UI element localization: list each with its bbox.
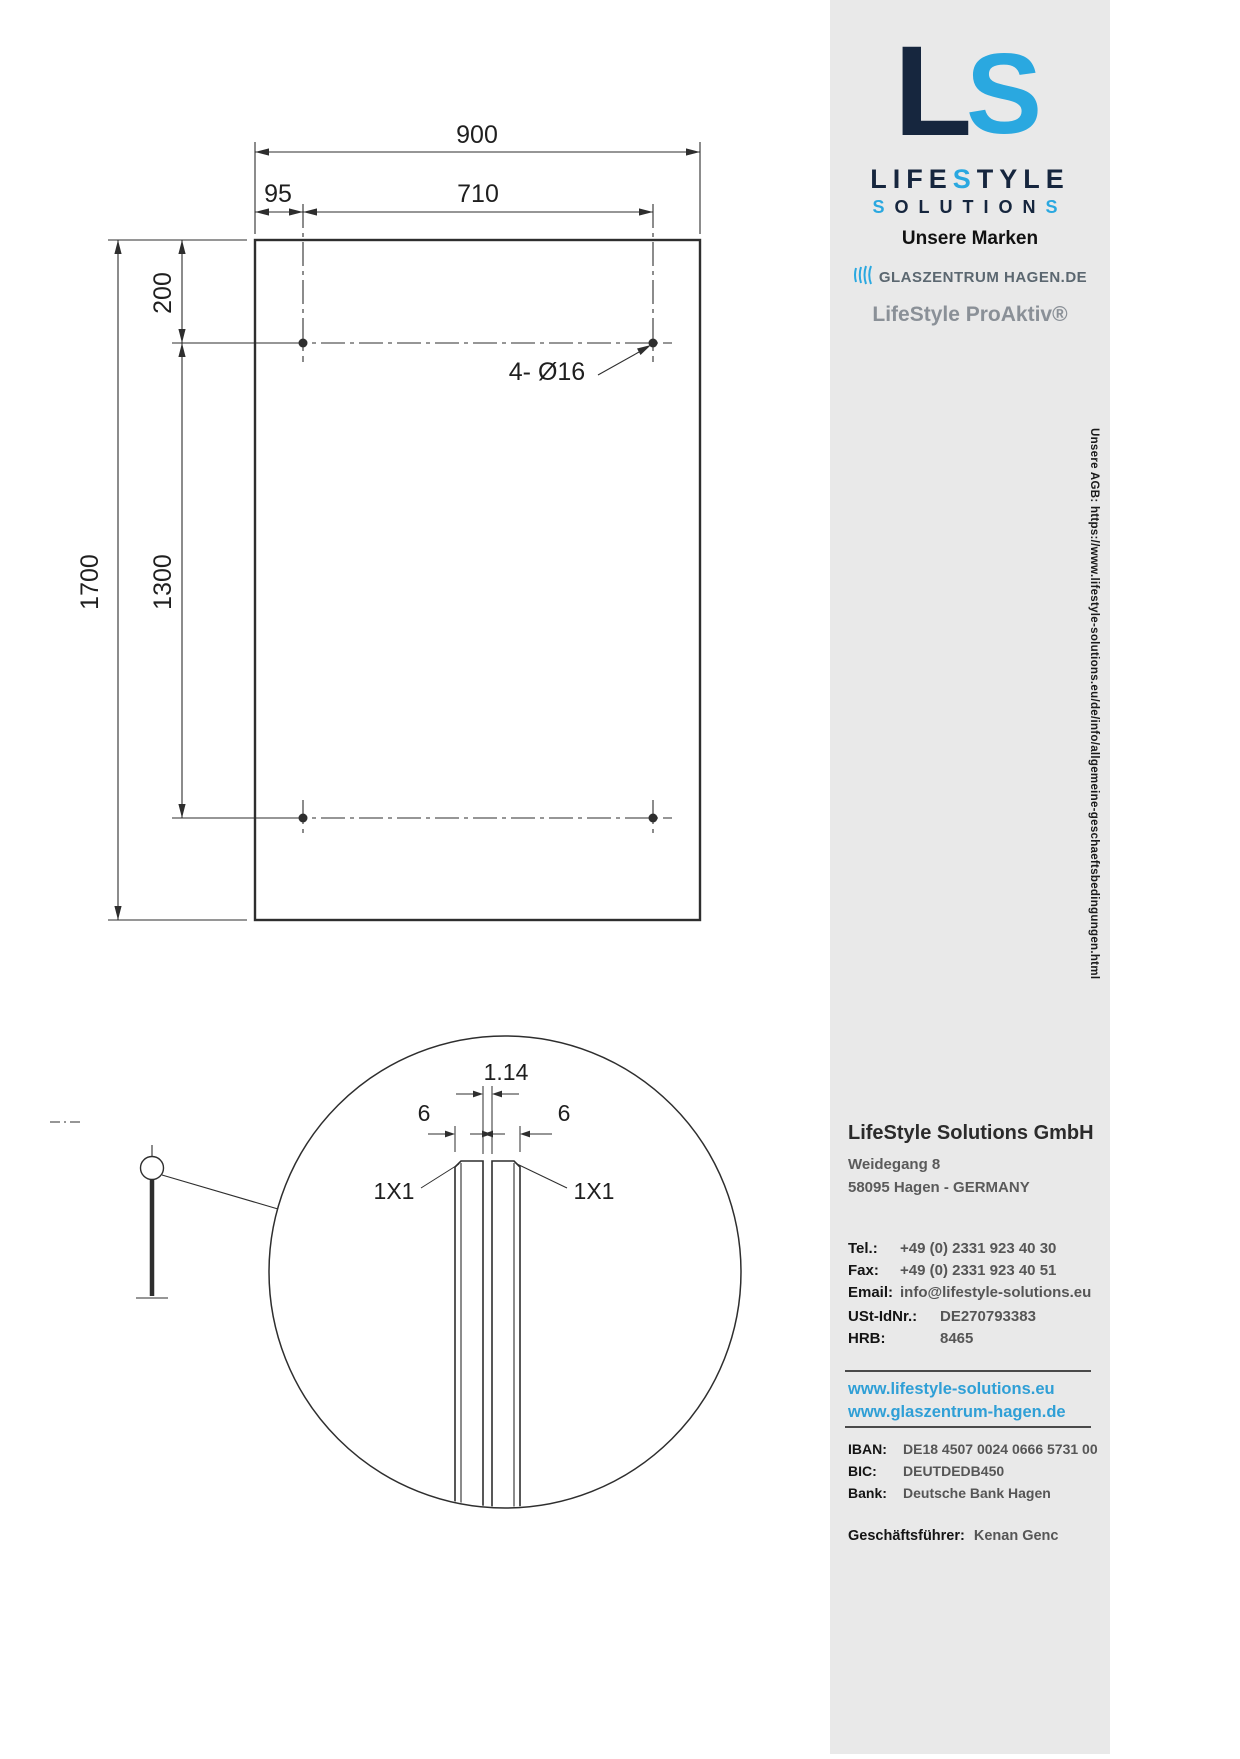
company-address-block: [848, 1122, 1096, 1199]
ust-value: DE270793383: [940, 1308, 1036, 1325]
websites-block: [848, 1378, 1066, 1424]
panel-center-lines: [283, 204, 672, 836]
hrb-label: HRB:: [848, 1330, 886, 1347]
chamfer-left-label: 1X1: [373, 1178, 415, 1204]
detail-leader: [162, 1175, 278, 1209]
iban-label: IBAN:: [848, 1441, 887, 1457]
brands-section: [830, 228, 1110, 327]
management-name: Kenan Genc: [973, 1528, 1059, 1544]
website-glaszentrum: www.glaszentrum-hagen.de: [848, 1403, 1066, 1421]
glaszentrum-icon: [853, 264, 873, 291]
tax-block: [848, 1306, 1098, 1350]
lifestyle-logo: [830, 20, 1110, 218]
iban-row: [848, 1438, 1098, 1460]
company-name: LifeStyle Solutions GmbH: [848, 1122, 1094, 1144]
logo-wordmark-lifestyle: [830, 164, 1110, 195]
ust-row: [848, 1306, 1098, 1328]
dim-hole-spacing-v-label: 1300: [149, 554, 177, 610]
detail-bubble: [141, 1157, 164, 1180]
panel-extension-lines: [108, 142, 700, 920]
company-sidebar: [830, 0, 1110, 1754]
monogram-l: L: [894, 20, 973, 163]
detail-extension-lines: [455, 1086, 520, 1154]
contact-tel-row: [848, 1238, 1098, 1260]
management-block: [848, 1528, 1058, 1544]
lifestyle-monogram-icon: [880, 20, 1060, 163]
dim-left-thickness-label: 6: [417, 1100, 431, 1126]
dim-hole-spacing-h-label: 710: [457, 180, 499, 208]
fax-value: +49 (0) 2331 923 40 51: [900, 1262, 1057, 1279]
holes-callout-label: 4- Ø16: [508, 358, 586, 386]
agb-vertical-text: Unsere AGB: https://www.lifestyle-solutions.eu/de/info/allgemeine-geschaeftsbedingungen.html: [1088, 428, 1100, 980]
panel-view: [108, 142, 700, 920]
tel-label: Tel.:: [848, 1240, 878, 1257]
dim-total-width-label: 900: [456, 121, 498, 149]
bank-value: Deutsche Bank Hagen: [903, 1485, 1051, 1501]
dim-right-thickness-label: 6: [557, 1100, 571, 1126]
brand-proaktiv-label: LifeStyle ProAktiv®: [872, 303, 1068, 326]
website-lifestyle: www.lifestyle-solutions.eu: [848, 1380, 1055, 1398]
mounting-holes: [299, 339, 658, 823]
logo-word1-part2: TYLE: [976, 164, 1070, 194]
panel-dimension-lines: [118, 152, 700, 920]
bank-block: [848, 1438, 1098, 1504]
dim-gap-label: 1.14: [483, 1059, 529, 1085]
logo-word1-s: S: [952, 164, 977, 194]
dim-edge-offset-label: 95: [264, 180, 292, 208]
brand-glaszentrum: [830, 264, 1110, 291]
email-label: Email:: [848, 1284, 894, 1301]
detail-labels: [374, 1059, 615, 1204]
divider-top: [845, 1370, 1091, 1372]
management-label: Geschäftsführer:: [848, 1528, 965, 1544]
bic-row: [848, 1460, 1098, 1482]
dim-total-height-label: 1700: [76, 554, 104, 610]
panel-dimension-labels: [76, 121, 585, 610]
detail-circle: [269, 1036, 741, 1508]
detail-dimension-lines: [421, 1094, 567, 1188]
chamfer-right-label: 1X1: [573, 1178, 615, 1204]
brands-heading: Unsere Marken: [901, 228, 1039, 249]
fax-label: Fax:: [848, 1262, 879, 1279]
email-value: info@lifestyle-solutions.eu: [900, 1284, 1092, 1301]
brand-glaszentrum-label: GLASZENTRUM HAGEN.DE: [878, 269, 1088, 286]
logo-wordmark-solutions: [830, 197, 1110, 218]
dim-top-offset-label: 200: [149, 272, 177, 314]
side-elevation: [136, 1145, 278, 1298]
logo-word2-mid: OLUTION: [894, 197, 1046, 217]
bank-row: [848, 1482, 1098, 1504]
logo-word2-s1: S: [872, 197, 895, 217]
bic-label: BIC:: [848, 1463, 877, 1479]
logo-word1-part1: LIFE: [870, 164, 953, 194]
detail-arrowheads: [445, 1091, 530, 1138]
monogram-s: S: [966, 31, 1043, 158]
bank-label: Bank:: [848, 1485, 887, 1501]
hrb-value: 8465: [940, 1330, 974, 1347]
hrb-row: [848, 1328, 1098, 1350]
glass-edge-profiles: [455, 1161, 520, 1512]
contact-block: [848, 1238, 1098, 1304]
tel-value: +49 (0) 2331 923 40 30: [900, 1240, 1057, 1257]
company-street: Weidegang 8: [848, 1156, 941, 1173]
detail-view: [50, 1036, 741, 1512]
ust-label: USt-IdNr.:: [848, 1308, 918, 1325]
iban-value: DE18 4507 0024 0666 5731 00: [903, 1441, 1098, 1457]
contact-email-row: [848, 1282, 1098, 1304]
contact-fax-row: [848, 1260, 1098, 1282]
panel-arrowheads: [114, 148, 700, 920]
bic-value: DEUTDEDB450: [903, 1463, 1005, 1479]
company-city: 58095 Hagen - GERMANY: [848, 1179, 1030, 1196]
divider-bottom: [845, 1426, 1091, 1428]
logo-word2-s2: S: [1045, 197, 1068, 217]
